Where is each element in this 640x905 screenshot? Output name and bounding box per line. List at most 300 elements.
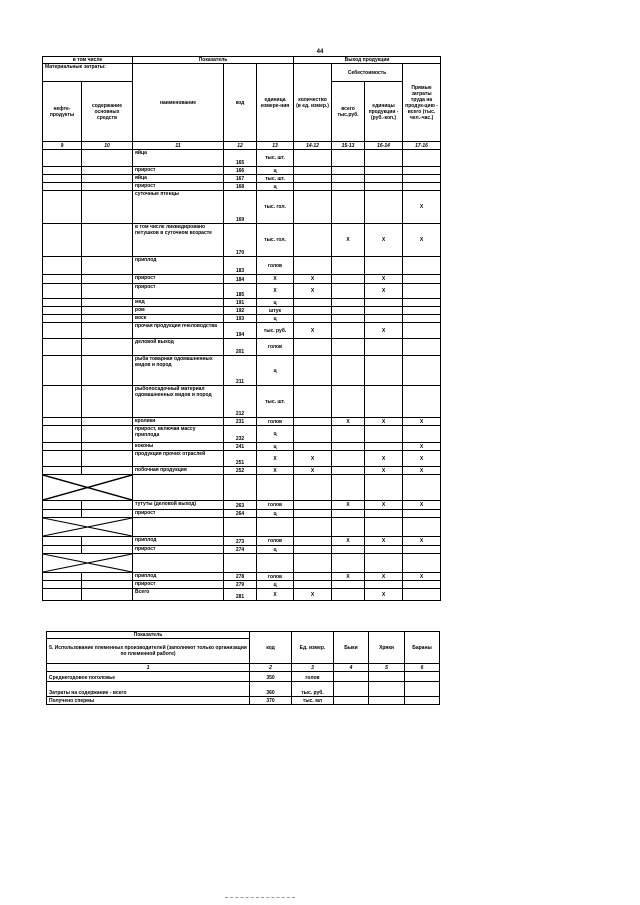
row-unit: ц [257,315,294,323]
soderzhanie-cell [82,501,133,510]
row-quantity [294,386,332,418]
row-quantity [294,510,332,518]
row-code: 166 [224,167,257,175]
column-number: 2 [250,664,292,672]
row-cost-per-unit [365,510,403,518]
row-labor [403,426,441,443]
bottom-section-title: 5. Использование племенных производителей (заполняют только организации по племенной работе) [47,639,250,664]
row-code [224,475,257,501]
row-name: Среднегодовое поголовье [47,672,250,682]
row-cost-per-unit [365,518,403,537]
row-code: 183 [224,257,257,275]
row-code: 184 [224,275,257,284]
table-row [43,356,441,386]
soderzhanie-cell [82,183,133,191]
row-unit: голов [257,573,294,581]
row-name: приплод [133,257,224,275]
row-cost-total: X [332,573,365,581]
row-name: яйца [133,150,224,167]
row-quantity [294,475,332,501]
bottom-header-khryaki: Хряки [369,632,405,664]
row-labor: X [403,537,441,546]
khryaki-cell [369,672,405,682]
row-unit: тыс. гол. [257,191,294,224]
row-cost-per-unit [365,386,403,418]
column-number: 1 [47,664,250,672]
row-labor: X [403,191,441,224]
row-cost-per-unit [365,581,403,589]
row-quantity [294,339,332,356]
table-row [43,426,441,443]
row-unit: X [257,284,294,299]
table-row [43,339,441,356]
byki-cell [334,697,369,705]
row-labor [403,150,441,167]
header-edinica: единица измере-ния [257,64,294,142]
table-row [43,518,441,537]
soderzhanie-cell [82,451,133,467]
row-labor [403,581,441,589]
column-number: 12 [224,142,257,150]
barany-cell [405,672,440,682]
table-row [43,589,441,601]
bottom-header-unit: Ед. измер. [292,632,334,664]
row-code: 264 [224,510,257,518]
soderzhanie-cell [82,418,133,426]
bottom-header-pokazatel: Показатель [47,632,250,639]
row-cost-per-unit: X [365,589,403,601]
header-kolichestvo: количество (в ед. измер.) [294,64,332,142]
nefteprodukty-cell [43,426,82,443]
row-cost-per-unit [365,167,403,175]
row-name: Всего [133,589,224,601]
nefteprodukty-cell [43,284,82,299]
table-row [43,323,441,339]
row-cost-total [332,284,365,299]
bottom-header-barany: Бараны [405,632,440,664]
row-cost-total [332,299,365,307]
row-code: 193 [224,315,257,323]
row-cost-per-unit: X [365,224,403,257]
row-unit: X [257,467,294,475]
row-code: 370 [250,697,292,705]
row-name: в том числе ликвидировано петушков в суточном возрасте [133,224,224,257]
khryaki-cell [369,682,405,697]
row-code: 281 [224,589,257,601]
nefteprodukty-cell [43,257,82,275]
row-quantity: X [294,323,332,339]
column-number: 9 [43,142,82,150]
nefteprodukty-cell [43,191,82,224]
row-unit: ц [257,510,294,518]
soderzhanie-cell [82,581,133,589]
row-code [224,518,257,537]
nefteprodukty-cell [43,573,82,581]
row-cost-per-unit [365,183,403,191]
soderzhanie-cell [82,175,133,183]
row-code: 241 [224,443,257,451]
table-row [43,299,441,307]
row-labor [403,546,441,554]
table-row [43,315,441,323]
row-cost-total: X [332,537,365,546]
crossed-out-cell [43,554,133,573]
nefteprodukty-cell [43,150,82,167]
byki-cell [334,672,369,682]
row-cost-total [332,323,365,339]
row-code: 279 [224,581,257,589]
row-cost-total [332,451,365,467]
production-table [42,56,441,601]
row-quantity [294,554,332,573]
byki-cell [334,682,369,697]
row-labor: X [403,443,441,451]
row-name: прирост [133,581,224,589]
row-unit: ц [257,167,294,175]
row-quantity [294,426,332,443]
row-name: приплод [133,573,224,581]
row-cost-total [332,518,365,537]
table-row [43,257,441,275]
header-pokazatel: Показатель [133,57,294,64]
header-soderzhanie: содержание основных средств [82,82,133,142]
nefteprodukty-cell [43,275,82,284]
row-cost-total [332,183,365,191]
row-code: 191 [224,299,257,307]
row-name: прирост [133,546,224,554]
soderzhanie-cell [82,257,133,275]
row-name: воск [133,315,224,323]
row-unit [257,475,294,501]
soderzhanie-cell [82,546,133,554]
soderzhanie-cell [82,167,133,175]
row-quantity: X [294,451,332,467]
table-row [43,386,441,418]
row-cost-total [332,475,365,501]
row-unit: тыс. руб. [257,323,294,339]
column-number: 5 [369,664,405,672]
nefteprodukty-cell [43,299,82,307]
soderzhanie-cell [82,284,133,299]
row-name: суточные птенцы [133,191,224,224]
row-quantity [294,167,332,175]
row-name: прирост, включая массу приплода [133,426,224,443]
table-row [43,191,441,224]
row-cost-per-unit: X [365,573,403,581]
header-pryamye: Прямые затраты труда на продук-цию - всего (тыс. чел.-час.) [403,64,441,142]
nefteprodukty-cell [43,443,82,451]
row-cost-total [332,356,365,386]
row-cost-total [332,581,365,589]
row-labor: X [403,418,441,426]
row-unit: голов [257,501,294,510]
row-unit [257,554,294,573]
table-row [43,581,441,589]
table-row [43,183,441,191]
nefteprodukty-cell [43,451,82,467]
row-cost-per-unit [365,150,403,167]
row-quantity [294,581,332,589]
row-code: 192 [224,307,257,315]
nefteprodukty-cell [43,589,82,601]
row-unit: X [257,451,294,467]
row-labor [403,589,441,601]
cross-mark [43,475,132,500]
row-cost-total [332,257,365,275]
nefteprodukty-cell [43,510,82,518]
row-unit: тыс. шт. [257,175,294,183]
row-name: прирост [133,167,224,175]
row-cost-total [332,307,365,315]
row-cost-per-unit [365,315,403,323]
soderzhanie-cell [82,467,133,475]
row-cost-total [332,589,365,601]
header-materialnye: Материальные затраты: [43,64,133,82]
table-row [43,475,441,501]
row-quantity [294,537,332,546]
table-row [43,224,441,257]
row-cost-total [332,175,365,183]
soderzhanie-cell [82,573,133,581]
nefteprodukty-cell [43,386,82,418]
row-cost-per-unit [365,307,403,315]
breeding-table [46,631,440,705]
table-row [43,443,441,451]
row-code: 360 [250,682,292,697]
row-cost-per-unit [365,426,403,443]
khryaki-cell [369,697,405,705]
soderzhanie-cell [82,224,133,257]
row-unit: ц [257,299,294,307]
row-name [133,554,224,573]
row-code: 170 [224,224,257,257]
table-row [43,501,441,510]
row-cost-total [332,426,365,443]
row-code: 232 [224,426,257,443]
row-labor [403,339,441,356]
row-cost-per-unit [365,191,403,224]
row-cost-total [332,339,365,356]
table-row [43,307,441,315]
header-nefteprodukty: нефте-продукты [43,82,82,142]
row-code: 251 [224,451,257,467]
row-labor [403,284,441,299]
row-cost-total [332,315,365,323]
row-cost-per-unit: X [365,275,403,284]
row-unit: тыс. шт. [257,150,294,167]
row-name: Получено спермы [47,697,250,705]
row-cost-per-unit [365,554,403,573]
soderzhanie-cell [82,537,133,546]
row-unit: ц [257,426,294,443]
barany-cell [405,697,440,705]
row-cost-per-unit: X [365,467,403,475]
row-unit: ц [257,546,294,554]
nefteprodukty-cell [43,418,82,426]
column-number: 16-14 [365,142,403,150]
row-unit: голов [257,537,294,546]
header-v-tom-chisle: в том числе [43,57,133,64]
row-labor: X [403,224,441,257]
header-vsego: всего тыс.руб. [332,82,365,142]
row-cost-total [332,167,365,175]
row-quantity: X [294,589,332,601]
row-unit: тыс. руб. [292,682,334,697]
row-cost-total [332,554,365,573]
row-cost-per-unit [365,299,403,307]
header-vykhod: Выход продукции [294,57,441,64]
row-cost-total: X [332,418,365,426]
row-labor [403,475,441,501]
row-unit: тыс. шт. [257,386,294,418]
soderzhanie-cell [82,339,133,356]
row-unit: X [257,589,294,601]
row-name: ром [133,307,224,315]
barany-cell [405,682,440,697]
row-quantity [294,307,332,315]
row-labor [403,257,441,275]
nefteprodukty-cell [43,581,82,589]
header-kod: код [224,64,257,142]
nefteprodukty-cell [43,315,82,323]
row-labor: X [403,573,441,581]
row-name: коконы [133,443,224,451]
column-number: 13 [257,142,294,150]
column-number: 6 [405,664,440,672]
row-labor [403,167,441,175]
bottom-header-kod: код [250,632,292,664]
row-cost-per-unit [365,475,403,501]
table-row [43,510,441,518]
soderzhanie-cell [82,299,133,307]
table-row [43,275,441,284]
row-quantity [294,518,332,537]
row-labor: X [403,467,441,475]
row-code: 278 [224,573,257,581]
table-row [47,672,440,682]
header-naimenovanie: наименование [133,64,224,142]
row-code: 168 [224,183,257,191]
row-unit [257,518,294,537]
row-unit: тыс. гол. [257,224,294,257]
nefteprodukty-cell [43,339,82,356]
row-code: 274 [224,546,257,554]
row-code: 273 [224,537,257,546]
row-code: 350 [250,672,292,682]
table-row [43,573,441,581]
table-row [43,537,441,546]
row-quantity [294,573,332,581]
row-cost-total: X [332,224,365,257]
row-name: прирост [133,183,224,191]
footer-mark [225,897,295,898]
row-name: Затраты на содержание - всего [47,682,250,697]
row-labor [403,299,441,307]
row-unit: голов [257,339,294,356]
bottom-header-byki: Быки [334,632,369,664]
row-cost-per-unit: X [365,284,403,299]
nefteprodukty-cell [43,183,82,191]
column-number: 14-12 [294,142,332,150]
table-row [43,467,441,475]
row-cost-total [332,150,365,167]
row-quantity [294,443,332,451]
row-name: приплод [133,537,224,546]
row-name: тутуты (деловой выход) [133,501,224,510]
row-labor: X [403,451,441,467]
row-quantity [294,183,332,191]
table-row [47,682,440,697]
column-number: 4 [334,664,369,672]
row-unit: X [257,275,294,284]
row-cost-per-unit [365,175,403,183]
row-quantity [294,356,332,386]
cross-mark [43,518,132,536]
row-name: прочая продукция пчеловодства [133,323,224,339]
table-row [43,284,441,299]
row-labor [403,518,441,537]
column-number: 17-16 [403,142,441,150]
header-sebestoimost: Себестоимость [332,64,403,82]
row-name: продукция прочих отраслей [133,451,224,467]
row-labor [403,554,441,573]
row-code: 212 [224,386,257,418]
nefteprodukty-cell [43,356,82,386]
row-quantity: X [294,275,332,284]
page-number: 44 [316,49,324,55]
nefteprodukty-cell [43,224,82,257]
row-cost-total: X [332,501,365,510]
row-unit: голов [257,418,294,426]
nefteprodukty-cell [43,175,82,183]
row-name: мед [133,299,224,307]
table-row [43,175,441,183]
nefteprodukty-cell [43,307,82,315]
row-cost-per-unit [365,356,403,386]
row-cost-per-unit: X [365,537,403,546]
row-unit: ц [257,183,294,191]
row-cost-total [332,443,365,451]
row-code: 167 [224,175,257,183]
crossed-out-cell [43,518,133,537]
row-unit: голов [292,672,334,682]
soderzhanie-cell [82,426,133,443]
row-quantity [294,546,332,554]
row-cost-per-unit [365,257,403,275]
row-labor [403,323,441,339]
soderzhanie-cell [82,323,133,339]
table-row [43,451,441,467]
cross-mark [43,554,132,572]
row-cost-per-unit [365,339,403,356]
row-code [224,554,257,573]
soderzhanie-cell [82,443,133,451]
row-unit: голов [257,257,294,275]
row-cost-per-unit [365,546,403,554]
row-name: побочная продукция [133,467,224,475]
soderzhanie-cell [82,307,133,315]
row-code: 169 [224,191,257,224]
column-number: 11 [133,142,224,150]
row-cost-per-unit: X [365,418,403,426]
row-labor [403,183,441,191]
row-cost-total [332,386,365,418]
row-quantity: X [294,284,332,299]
row-name: рыбопосадочный материал одомашненных видов и пород [133,386,224,418]
table-row [43,418,441,426]
row-labor [403,356,441,386]
row-quantity: X [294,467,332,475]
